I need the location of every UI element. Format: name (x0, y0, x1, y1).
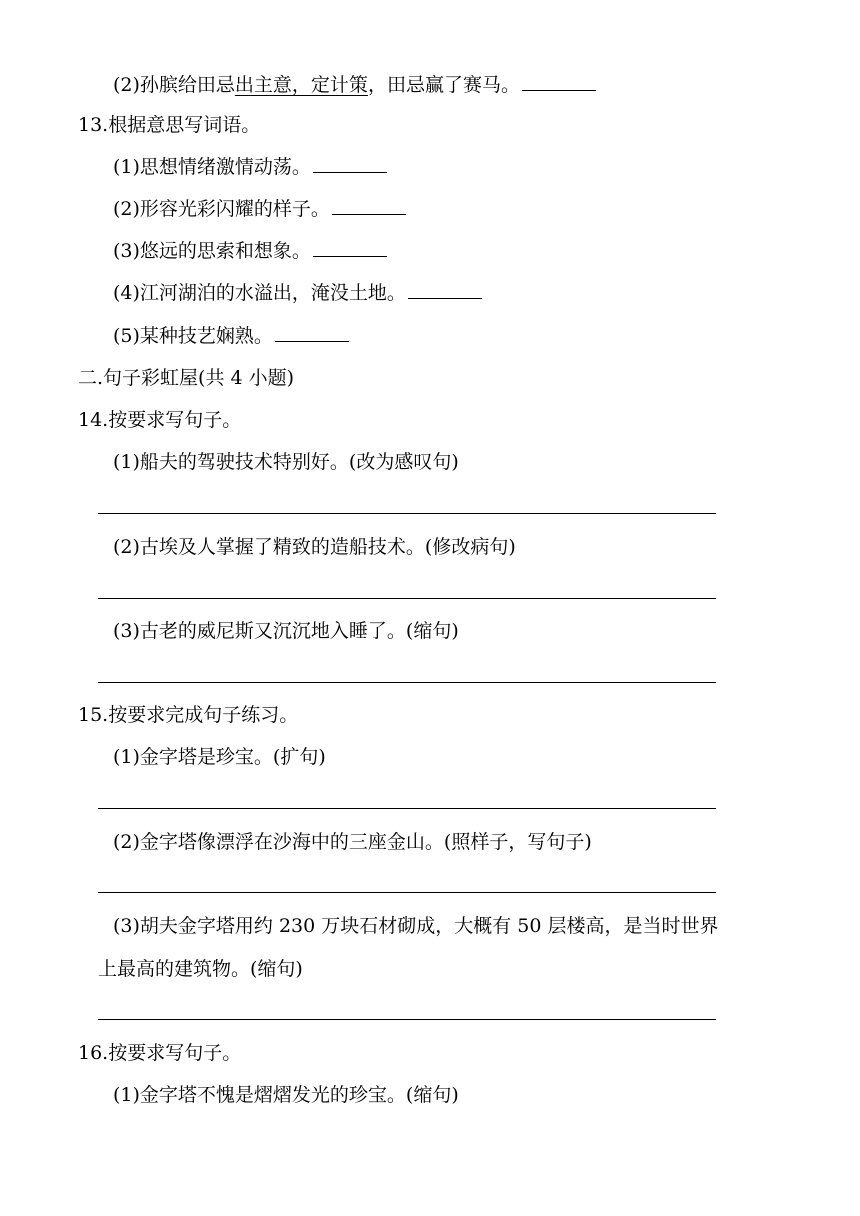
answer-blank[interactable] (522, 72, 596, 91)
answer-line[interactable] (98, 892, 716, 893)
q15-title: 15.按要求完成句子练习。 (78, 704, 299, 726)
q13-item-4-text: (4)江河湖泊的水溢出，淹没土地。 (113, 282, 406, 304)
q13-item-2 (113, 196, 406, 221)
answer-blank[interactable] (313, 154, 387, 173)
answer-blank[interactable] (313, 238, 387, 257)
answer-line[interactable] (98, 1019, 716, 1020)
answer-blank[interactable] (332, 196, 406, 215)
answer-blank[interactable] (275, 323, 349, 342)
section-2-title: 二.句子彩虹屋(共 4 小题) (78, 367, 295, 389)
q12-item-2-prefix: (2)孙膑给田忌 (113, 74, 235, 96)
answer-line[interactable] (98, 513, 716, 514)
q13-item-1-text: (1)思想情绪激情动荡。 (113, 156, 311, 178)
q16-item-1: (1)金字塔不愧是熠熠发光的珍宝。(缩句) (113, 1084, 459, 1106)
q13-title: 13.根据意思写词语。 (78, 114, 261, 136)
q13-item-3-text: (3)悠远的思索和想象。 (113, 240, 311, 262)
q14-item-3: (3)古老的威尼斯又沉沉地入睡了。(缩句) (113, 620, 459, 642)
answer-line[interactable] (98, 682, 716, 683)
q14-item-1: (1)船夫的驾驶技术特别好。(改为感叹句) (113, 451, 459, 473)
q13-item-5 (113, 323, 349, 348)
q15-item-1: (1)金字塔是珍宝。(扩句) (113, 746, 326, 768)
q14-title: 14.按要求写句子。 (78, 409, 242, 431)
q13-item-5-text: (5)某种技艺娴熟。 (113, 325, 273, 347)
answer-blank[interactable] (408, 280, 482, 299)
q15-item-2: (2)金字塔像漂浮在沙海中的三座金山。(照样子，写句子) (113, 831, 592, 853)
q13-item-1 (113, 154, 387, 179)
q16-title: 16.按要求写句子。 (78, 1042, 242, 1064)
q13-item-3 (113, 238, 387, 263)
q12-item-2-underlined: 出主意，定计策 (234, 74, 368, 96)
q12-item-2-suffix: ，田忌赢了赛马。 (367, 74, 520, 96)
q15-item-3-line-1: (3)胡夫金字塔用约 230 万块石材砌成，大概有 50 层楼高，是当时世界 (113, 915, 719, 937)
q14-item-2: (2)古埃及人掌握了精致的造船技术。(修改病句) (113, 536, 516, 558)
q15-item-3-line-2: 上最高的建筑物。(缩句) (98, 958, 303, 980)
q12-item-2 (113, 72, 596, 97)
q13-item-4 (113, 280, 482, 305)
answer-line[interactable] (98, 598, 716, 599)
answer-line[interactable] (98, 808, 716, 809)
q13-item-2-text: (2)形容光彩闪耀的样子。 (113, 198, 330, 220)
